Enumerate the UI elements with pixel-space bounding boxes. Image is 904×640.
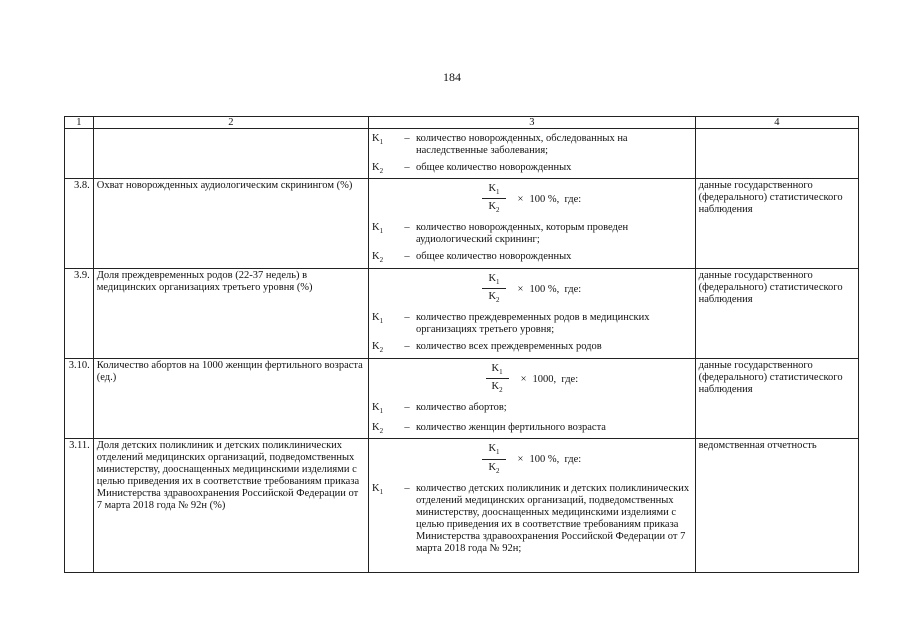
table-row — [65, 179, 859, 269]
definition-k2: $K_2$ – общее количество новорожденных — [372, 251, 572, 265]
row-number: 3.10. — [65, 359, 94, 439]
cell-formula — [369, 179, 696, 269]
header-col-1: 1 — [65, 117, 94, 129]
table-row — [65, 269, 859, 359]
cell-formula — [369, 269, 696, 359]
indicators-table — [64, 116, 859, 573]
row-number: 3.11. — [65, 439, 94, 573]
data-source: ведомственная отчетность — [695, 439, 858, 573]
table-row-continuation — [65, 129, 859, 179]
definition-k1: $K_1$ – количество детских поликлиник и детских поликлинических отделений медицинских организаций, подведомственных министерству, дооснащенных медицинскими изделиями с целью приведения их в соответствие требованиям приказа Министерства здравоохранения Российской Федерации от 7 марта 2018 года № 92н; — [372, 482, 690, 554]
formula: $\frac{K_1}{K_2}$ × 100 %, где: — [372, 273, 692, 306]
indicator-name: Доля детских поликлиник и детских поликлинических отделений медицинских организаций, подведомственных министерству, дооснащенных медицинскими изделиями с целью приведения их в соответствие требованиям приказа Министерства здравоохранения Российской Федерации от 7 марта 2018 года № 92н (%) — [93, 439, 368, 573]
fraction: $\frac{K_1}{K_2}$ — [482, 183, 505, 216]
table-row — [65, 439, 859, 573]
definition-k1: $K_1$ – количество абортов; — [372, 402, 507, 416]
definition-k2: $K_2$ – общее количество новорожденных — [372, 162, 572, 176]
cell-name — [93, 129, 368, 179]
formula: $\frac{K_1}{K_2}$ × 1000, где: — [372, 363, 692, 396]
header-row — [65, 117, 859, 129]
row-number: 3.9. — [65, 269, 94, 359]
fraction: $\frac{K_1}{K_2}$ — [482, 273, 505, 306]
cell-formula — [369, 129, 696, 179]
formula: $\frac{K_1}{K_2}$ × 100 %, где: — [372, 183, 692, 216]
header-col-2: 2 — [93, 117, 368, 129]
cell-num — [65, 129, 94, 179]
row-number: 3.8. — [65, 179, 94, 269]
table-row — [65, 359, 859, 439]
header-col-3: 3 — [369, 117, 696, 129]
data-source: данные государственного (федерального) статистического наблюдения — [695, 359, 858, 439]
definition-k1: $K_1$ – количество новорожденных, обследованных на наследственные заболевания; — [372, 133, 628, 156]
cell-source — [695, 129, 858, 179]
header-col-4: 4 — [695, 117, 858, 129]
definition-k1: $K_1$ – количество новорожденных, которым проведен аудиологический скрининг; — [372, 222, 629, 246]
data-source: данные государственного (федерального) статистического наблюдения — [695, 269, 858, 359]
definition-k2: $K_2$ – количество женщин фертильного возраста — [372, 422, 606, 436]
indicator-name: Количество абортов на 1000 женщин фертильного возраста (ед.) — [93, 359, 368, 439]
data-source: данные государственного (федерального) статистического наблюдения — [695, 179, 858, 269]
cell-formula — [369, 439, 696, 573]
formula: $\frac{K_1}{K_2}$ × 100 %, где: — [372, 443, 692, 476]
definition-k1: $K_1$ – количество преждевременных родов в медицинских организациях третьего уровня; — [372, 312, 650, 336]
page-number: 184 — [443, 70, 461, 84]
indicator-name: Доля преждевременных родов (22-37 недель) в медицинских организациях третьего уровня (%) — [93, 269, 368, 359]
fraction: $\frac{K_1}{K_2}$ — [486, 363, 509, 396]
indicator-name: Охват новорожденных аудиологическим скринингом (%) — [93, 179, 368, 269]
definition-k2: $K_2$ – количество всех преждевременных родов — [372, 341, 602, 355]
fraction: $\frac{K_1}{K_2}$ — [482, 443, 505, 476]
cell-formula — [369, 359, 696, 439]
